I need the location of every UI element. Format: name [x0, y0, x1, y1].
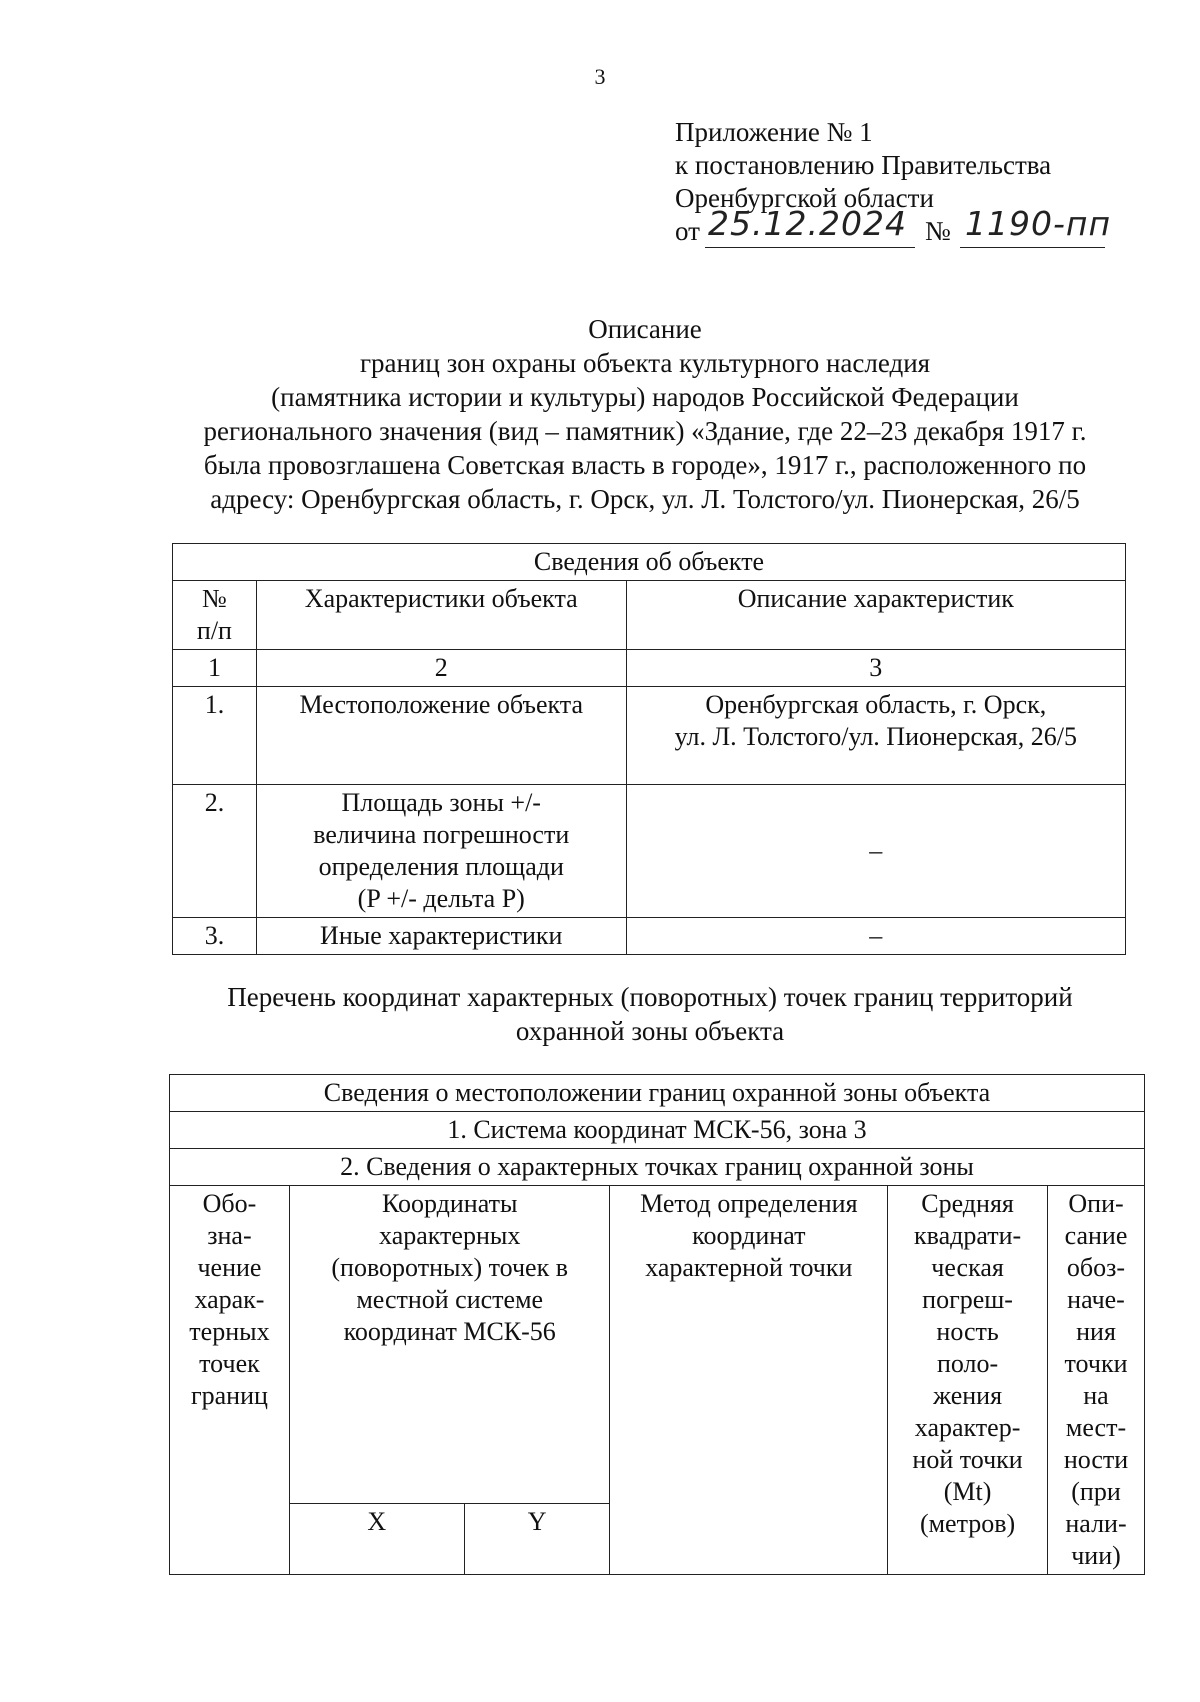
row-char-l1: Площадь зоны +/- [341, 788, 541, 817]
col4-line: (метров) [919, 1509, 1016, 1538]
col3-line: координат [692, 1221, 806, 1250]
coordinates-table [169, 1074, 1145, 1575]
col3-line: характерной точки [645, 1253, 853, 1282]
points-info-row: 2. Сведения о характерных точках границ охранной зоны [170, 1149, 1145, 1186]
col5-line: нали- [1065, 1509, 1127, 1538]
col-num-header [173, 581, 257, 650]
col5-line: (при [1071, 1477, 1121, 1506]
handwritten-date: 25.12.2024 [708, 204, 907, 243]
title-line1: Описание [588, 314, 702, 344]
col3-line: Метод определения [640, 1189, 858, 1218]
row-desc [626, 687, 1125, 785]
col1-line: точек [199, 1349, 260, 1378]
col-x-header: X [289, 1503, 464, 1574]
col4-line: поло- [936, 1349, 999, 1378]
title-line6: адресу: Оренбургская область, г. Орск, ул. Л. Толстого/ул. Пионерская, 26/5 [210, 484, 1080, 514]
row-desc: – [626, 918, 1125, 955]
title-line3: (памятника истории и культуры) народов Российской Федерации [271, 382, 1019, 412]
col-char-header: Характеристики объекта [256, 581, 626, 650]
col4-line: ной точки [912, 1445, 1023, 1474]
appendix-line2: к постановлению Правительства [675, 150, 1052, 180]
col-desc-header: Описание характеристик [626, 581, 1125, 650]
table-row [173, 785, 1126, 918]
coords-table-header: Сведения о местоположении границ охранной зоны объекта [170, 1075, 1145, 1112]
col4-line: квадрати- [914, 1221, 1022, 1250]
table-row [173, 918, 1126, 955]
index-cell-1: 1 [173, 650, 257, 687]
col5-line: мест- [1065, 1413, 1127, 1442]
col-num-header-l2: п/п [196, 616, 232, 645]
row-num: 1. [173, 687, 257, 785]
col1-line: зна- [207, 1221, 252, 1250]
object-info-table [172, 543, 1126, 955]
row-char-l3: определения площади [318, 852, 564, 881]
col4-line: жения [933, 1381, 1003, 1410]
col2-line: (поворотных) точек в [331, 1253, 568, 1282]
col5-line: Опи- [1068, 1189, 1124, 1218]
col-error-header [888, 1186, 1048, 1575]
col4-line: характер- [914, 1413, 1021, 1442]
date-prefix: от [675, 216, 700, 246]
col5-line: ния [1076, 1317, 1116, 1346]
col1-line: Обо- [202, 1189, 257, 1218]
title-line5: была провозглашена Советская власть в городе», 1917 г., расположенного по [203, 450, 1087, 480]
col2-line: Координаты [381, 1189, 518, 1218]
row-char-l4: (P +/- дельта P) [357, 884, 525, 913]
col-description-header [1048, 1186, 1145, 1575]
row-desc-l2: ул. Л. Толстого/ул. Пионерская, 26/5 [674, 722, 1077, 751]
col2-line: характерных [379, 1221, 521, 1250]
col5-line: сание [1064, 1221, 1128, 1250]
col-coordinates-header [289, 1186, 610, 1504]
col4-line: ческая [931, 1253, 1004, 1282]
page-number: 3 [594, 64, 606, 89]
col1-line: границ [190, 1381, 268, 1410]
row-char: Иные характеристики [256, 918, 626, 955]
list-title-line2: охранной зоны объекта [515, 1016, 785, 1046]
title-line2: границ зон охраны объекта культурного наследия [359, 348, 931, 378]
col5-line: чии) [1071, 1541, 1121, 1570]
col2-line: местной системе [356, 1285, 544, 1314]
col5-line: ности [1063, 1445, 1129, 1474]
row-char: Местоположение объекта [256, 687, 626, 785]
coordinates-list-title [140, 980, 1160, 1048]
col5-line: наче- [1067, 1285, 1125, 1314]
list-title-line1: Перечень координат характерных (поворотных) точек границ территорий [227, 982, 1073, 1012]
row-char-l2: величина погрешности [313, 820, 570, 849]
date-underline [705, 247, 915, 248]
index-cell-3: 3 [626, 650, 1125, 687]
row-char [256, 785, 626, 918]
col4-line: ность [936, 1317, 999, 1346]
handwritten-number: 1190-пп [965, 204, 1112, 243]
row-desc-l1: Оренбургская область, г. Орск, [705, 690, 1047, 719]
col1-line: харак- [194, 1285, 265, 1314]
col2-line: координат МСК-56 [343, 1317, 556, 1346]
col5-line: обоз- [1066, 1253, 1126, 1282]
appendix-line3: Оренбургской области [675, 183, 934, 213]
col4-line: погреш- [922, 1285, 1013, 1314]
coord-system-row: 1. Система координат МСК-56, зона 3 [170, 1112, 1145, 1149]
col-method-header [610, 1186, 888, 1575]
table-row [173, 687, 1126, 785]
col1-line: терных [189, 1317, 270, 1346]
row-desc: – [626, 785, 1125, 918]
number-underline [960, 247, 1105, 248]
appendix-date-line [675, 204, 1112, 253]
number-prefix: № [925, 216, 951, 246]
row-num: 3. [173, 918, 257, 955]
col-num-header-l1: № [202, 584, 227, 613]
document-title [150, 312, 1140, 516]
appendix-line1: Приложение № 1 [675, 117, 873, 147]
col5-line: точки [1064, 1349, 1128, 1378]
appendix-block [675, 116, 1112, 253]
index-cell-2: 2 [256, 650, 626, 687]
col5-line: на [1083, 1381, 1109, 1410]
col4-line: (Mt) [943, 1477, 992, 1506]
col1-line: чение [197, 1253, 262, 1282]
object-table-header: Сведения об объекте [173, 544, 1126, 581]
title-line4: регионального значения (вид – памятник) «Здание, где 22–23 декабря 1917 г. [203, 416, 1087, 446]
col-y-header: Y [464, 1503, 610, 1574]
col4-line: Средняя [921, 1189, 1014, 1218]
row-num: 2. [173, 785, 257, 918]
col-designation-header [170, 1186, 290, 1575]
